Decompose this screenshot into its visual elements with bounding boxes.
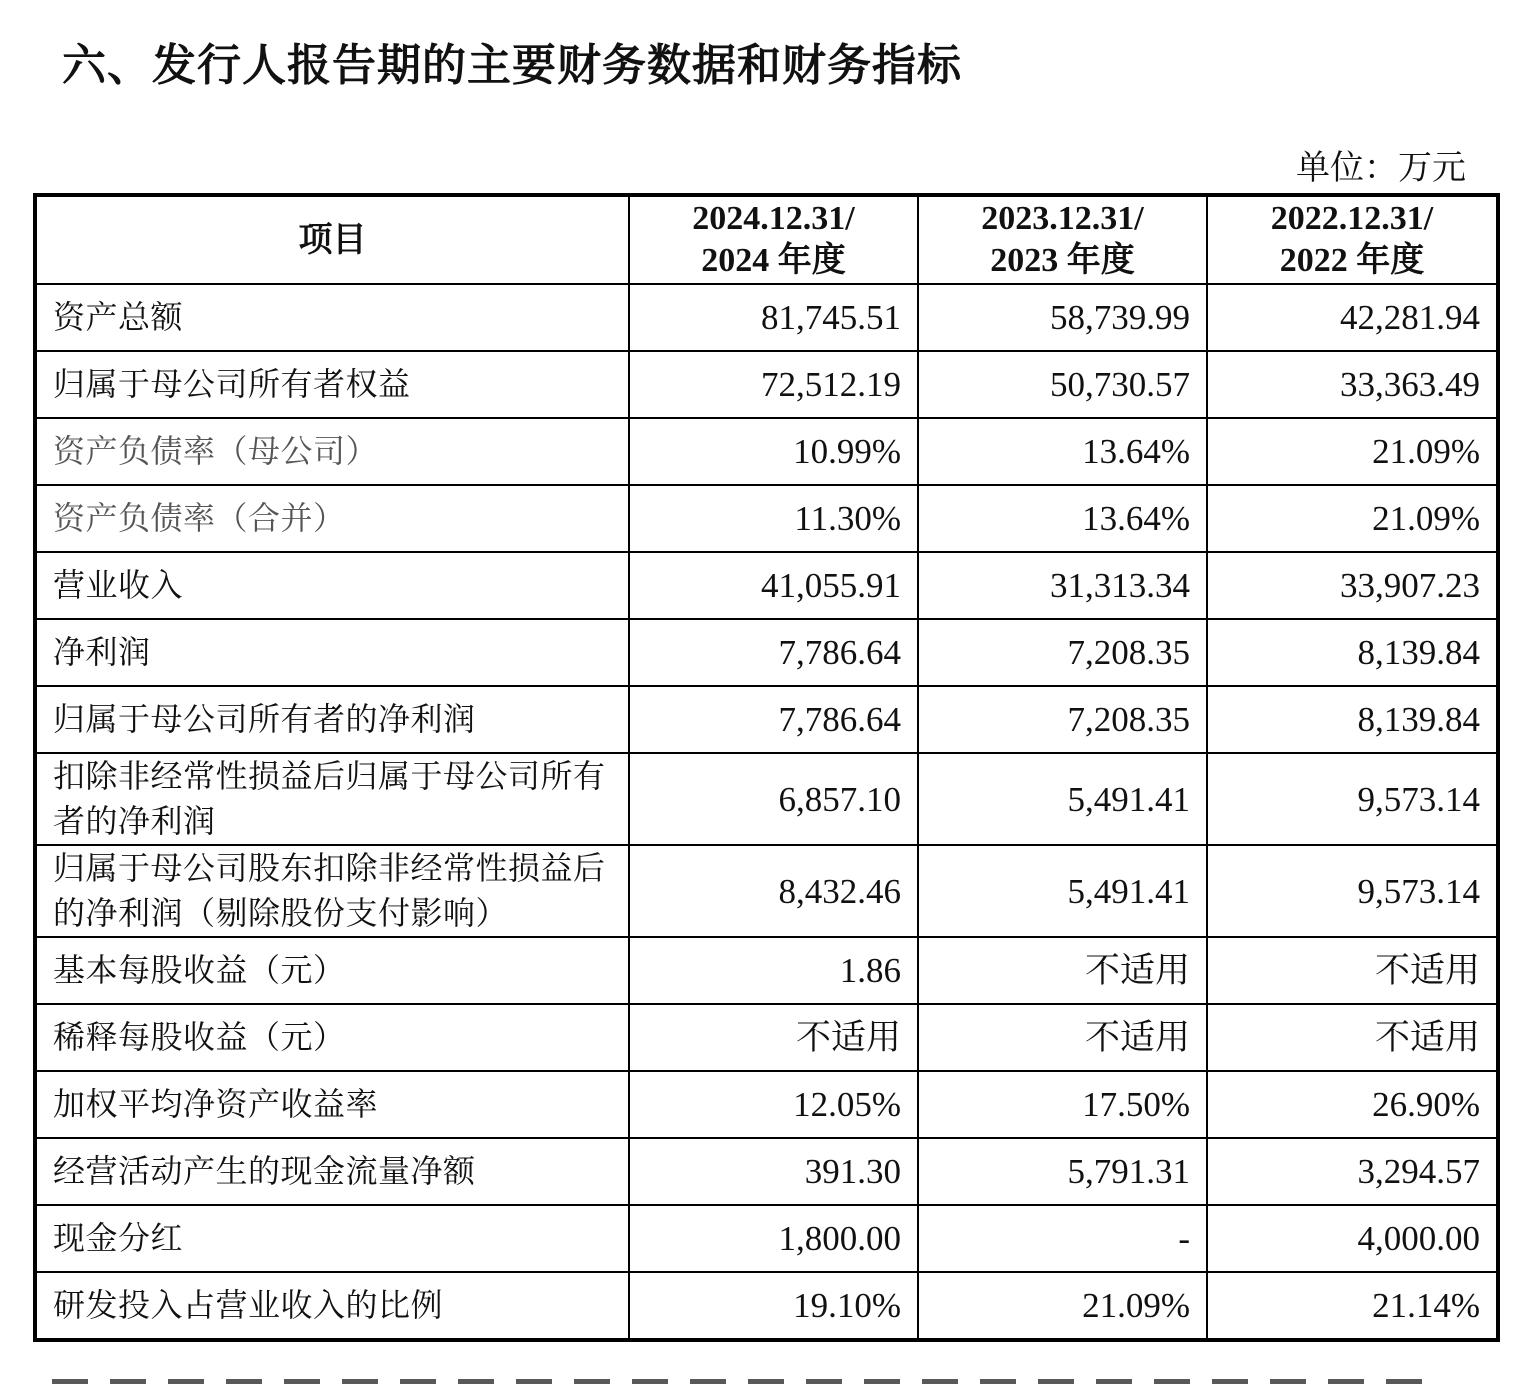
cell-2024: 7,786.64 <box>629 686 918 753</box>
table-row <box>35 753 1498 845</box>
cell-2023: 5,491.41 <box>918 845 1207 937</box>
cell-2024: 72,512.19 <box>629 351 918 418</box>
row-label: 归属于母公司股东扣除非经常性损益后的净利润（剔除股份支付影响） <box>35 845 629 937</box>
cell-2024: 8,432.46 <box>629 845 918 937</box>
table-row <box>35 686 1498 753</box>
cell-2022: 21.14% <box>1207 1272 1498 1340</box>
row-label: 营业收入 <box>35 552 629 619</box>
cell-2022: 42,281.94 <box>1207 284 1498 351</box>
cell-2024: 11.30% <box>629 485 918 552</box>
header-2024 <box>629 195 918 284</box>
cell-2024: 1,800.00 <box>629 1205 918 1272</box>
header-2024-date: 2024.12.31/ <box>692 200 855 237</box>
row-label: 归属于母公司所有者权益 <box>35 351 629 418</box>
header-2022 <box>1207 195 1498 284</box>
cell-2023: 17.50% <box>918 1071 1207 1138</box>
cell-2022: 26.90% <box>1207 1071 1498 1138</box>
row-label: 现金分红 <box>35 1205 629 1272</box>
cell-2023: 58,739.99 <box>918 284 1207 351</box>
row-label: 归属于母公司所有者的净利润 <box>35 686 629 753</box>
row-label: 基本每股收益（元） <box>35 937 629 1004</box>
table-row <box>35 485 1498 552</box>
cell-2023: 不适用 <box>918 937 1207 1004</box>
cell-2022: 8,139.84 <box>1207 686 1498 753</box>
cell-2023: 13.64% <box>918 418 1207 485</box>
cell-2024: 10.99% <box>629 418 918 485</box>
header-2024-year: 2024 年度 <box>701 242 846 279</box>
unit-note: 单位：万元 <box>1296 148 1466 188</box>
cell-2022: 9,573.14 <box>1207 753 1498 845</box>
cell-2023: 31,313.34 <box>918 552 1207 619</box>
section-heading: 六、发行人报告期的主要财务数据和财务指标 <box>62 40 962 91</box>
cell-2022: 21.09% <box>1207 485 1498 552</box>
cell-2024: 81,745.51 <box>629 284 918 351</box>
cell-2023: 7,208.35 <box>918 686 1207 753</box>
header-2022-year: 2022 年度 <box>1279 242 1425 279</box>
row-label: 加权平均净资产收益率 <box>35 1071 629 1138</box>
table-header-row <box>35 195 1498 284</box>
cell-2024: 12.05% <box>629 1071 918 1138</box>
cell-2023: 13.64% <box>918 485 1207 552</box>
header-2023 <box>918 195 1207 284</box>
table-row <box>35 1272 1498 1340</box>
table-row <box>35 1138 1498 1205</box>
header-item: 项目 <box>35 195 629 284</box>
row-label: 资产负债率（母公司） <box>35 418 629 485</box>
table-row <box>35 845 1498 937</box>
cell-2023: - <box>918 1205 1207 1272</box>
cell-2024: 1.86 <box>629 937 918 1004</box>
cell-2024: 6,857.10 <box>629 753 918 845</box>
row-label: 资产负债率（合并） <box>35 485 629 552</box>
cell-2022: 不适用 <box>1207 1004 1498 1071</box>
cell-2022: 9,573.14 <box>1207 845 1498 937</box>
row-label: 经营活动产生的现金流量净额 <box>35 1138 629 1205</box>
cell-2023: 21.09% <box>918 1272 1207 1340</box>
cell-2022: 21.09% <box>1207 418 1498 485</box>
header-2023-year: 2023 年度 <box>990 242 1135 279</box>
cell-2024: 391.30 <box>629 1138 918 1205</box>
row-label: 扣除非经常性损益后归属于母公司所有者的净利润 <box>35 753 629 845</box>
cell-2023: 7,208.35 <box>918 619 1207 686</box>
table-row <box>35 1205 1498 1272</box>
table-row <box>35 1071 1498 1138</box>
row-label: 资产总额 <box>35 284 629 351</box>
row-label: 净利润 <box>35 619 629 686</box>
cell-2024: 7,786.64 <box>629 619 918 686</box>
table-row <box>35 418 1498 485</box>
table-row <box>35 351 1498 418</box>
table-row <box>35 1004 1498 1071</box>
financial-data-table <box>33 193 1500 1342</box>
row-label: 研发投入占营业收入的比例 <box>35 1272 629 1340</box>
cell-2022: 4,000.00 <box>1207 1205 1498 1272</box>
cell-2022: 33,907.23 <box>1207 552 1498 619</box>
cell-2024: 41,055.91 <box>629 552 918 619</box>
cell-2022: 不适用 <box>1207 937 1498 1004</box>
table-row <box>35 284 1498 351</box>
cell-2024: 不适用 <box>629 1004 918 1071</box>
cell-2023: 5,791.31 <box>918 1138 1207 1205</box>
cell-2022: 33,363.49 <box>1207 351 1498 418</box>
table-row <box>35 937 1498 1004</box>
header-2022-date: 2022.12.31/ <box>1270 200 1434 237</box>
cell-2022: 8,139.84 <box>1207 619 1498 686</box>
row-label: 稀释每股收益（元） <box>35 1004 629 1071</box>
table-row <box>35 619 1498 686</box>
cell-2022: 3,294.57 <box>1207 1138 1498 1205</box>
table-row <box>35 552 1498 619</box>
cell-2024: 19.10% <box>629 1272 918 1340</box>
cell-2023: 50,730.57 <box>918 351 1207 418</box>
cell-2023: 5,491.41 <box>918 753 1207 845</box>
cell-2023: 不适用 <box>918 1004 1207 1071</box>
header-2023-date: 2023.12.31/ <box>981 200 1144 237</box>
cut-off-footnote-text <box>52 1374 1482 1384</box>
